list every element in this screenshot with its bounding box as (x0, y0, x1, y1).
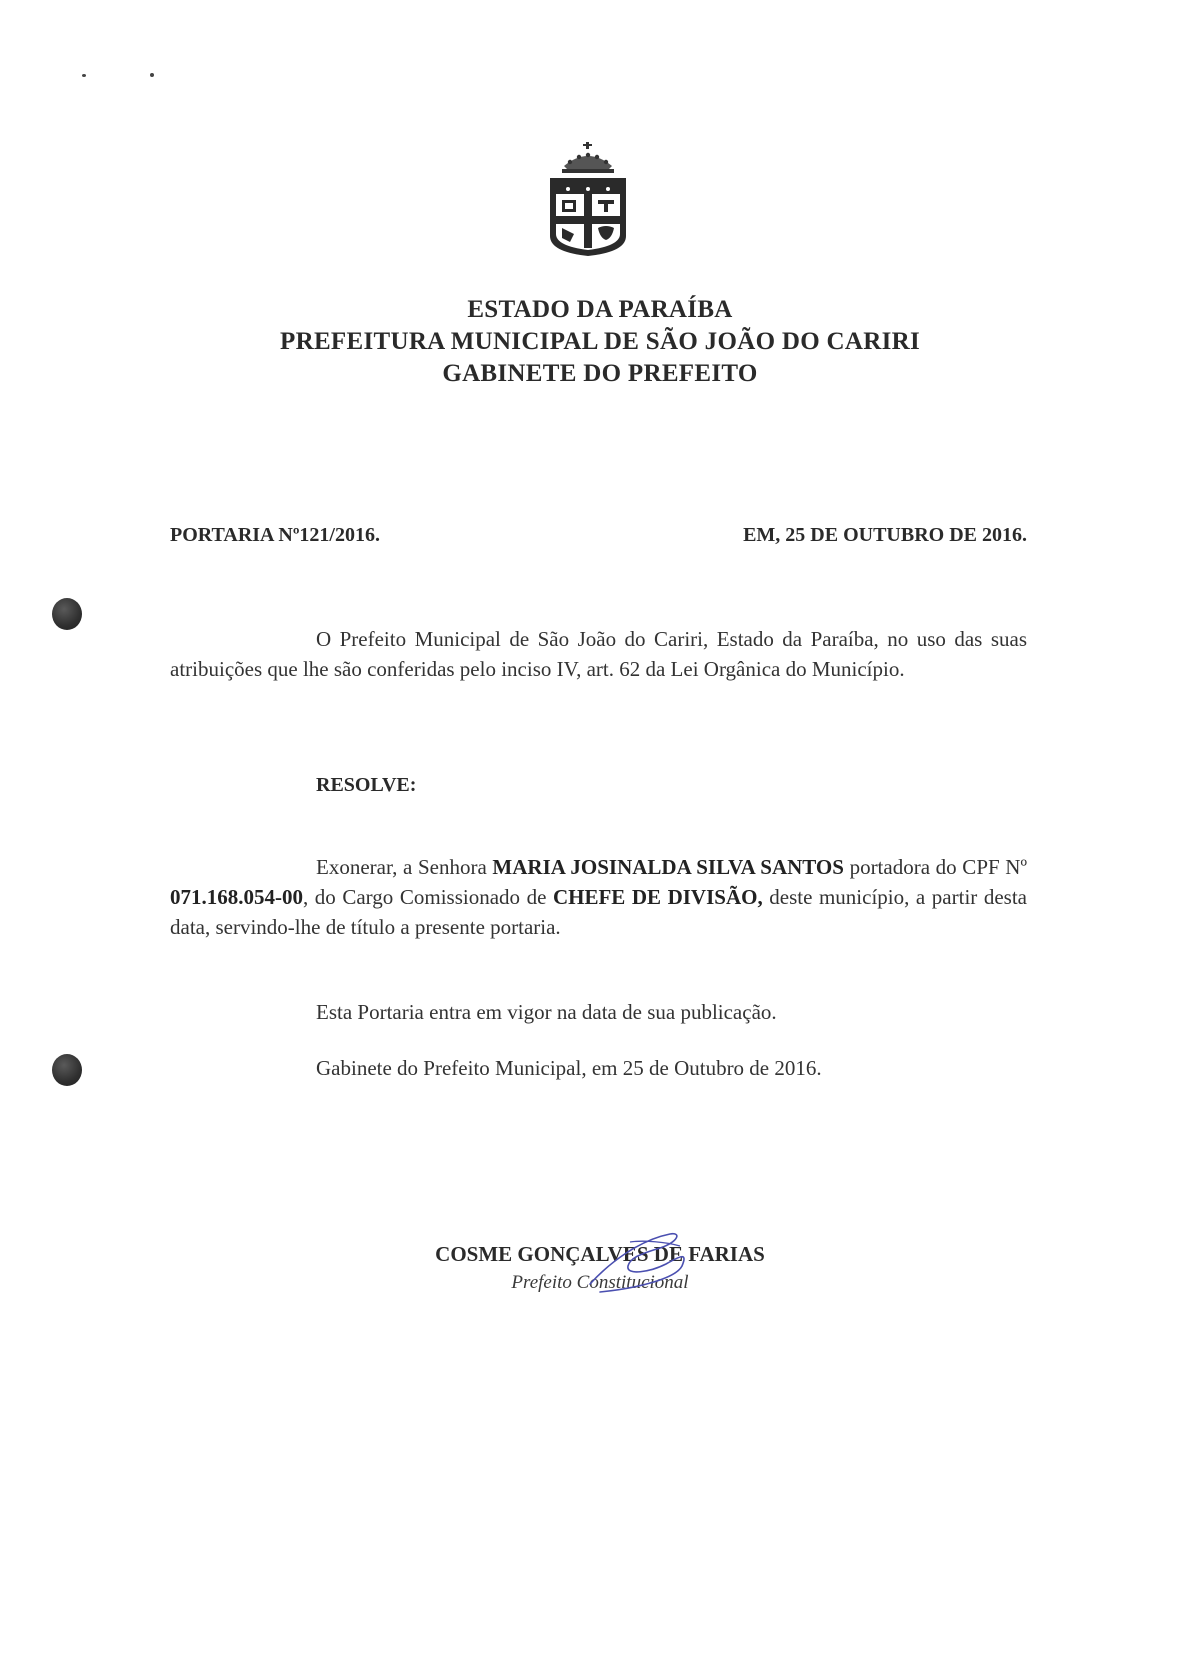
preamble-text: O Prefeito Municipal de São João do Cariri, Estado da Paraíba, no uso das suas atribuições que lhe são conferidas pelo inciso IV, art. 62 da Lei Orgânica do Município. (170, 627, 1027, 681)
punch-hole-bottom (52, 1054, 82, 1086)
portaria-date: EM, 25 DE OUTUBRO DE 2016. (743, 524, 1027, 546)
decision-paragraph (170, 852, 1027, 942)
decision-text-2: portadora do CPF Nº (843, 855, 1027, 879)
letterhead-state: ESTADO DA PARAÍBA (467, 296, 733, 323)
decision-text-4: deste município, a partir desta data, servindo-lhe de título a presente portaria. (170, 885, 1027, 939)
decision-text-3: , do Cargo Comissionado de (303, 885, 553, 909)
decision-text-1: Exonerar, a Senhora (316, 855, 493, 879)
preamble-paragraph (170, 624, 1027, 684)
letterhead-prefecture: PREFEITURA MUNICIPAL DE SÃO JOÃO DO CARIRI (280, 328, 920, 355)
handwritten-signature-icon (570, 1222, 710, 1302)
resolve-heading: RESOLVE: (316, 774, 417, 796)
portaria-number: PORTARIA Nº121/2016. (170, 524, 380, 546)
cpf-number: 071.168.054-00 (170, 885, 303, 909)
position-title: CHEFE DE DIVISÃO, (552, 885, 763, 909)
municipal-coat-of-arms-icon (542, 140, 634, 258)
letterhead-office: GABINETE DO PREFEITO (442, 360, 758, 387)
signatory-role: Prefeito Constitucional (511, 1272, 689, 1293)
effectiveness-line: Esta Portaria entra em vigor na data de sua publicação. (316, 1000, 777, 1024)
person-name: MARIA JOSINALDA SILVA SANTOS (492, 855, 844, 879)
closing-line: Gabinete do Prefeito Municipal, em 25 de Outubro de 2016. (316, 1056, 822, 1080)
punch-hole-top (52, 598, 82, 630)
scan-speck (150, 73, 154, 77)
scan-speck (82, 74, 86, 77)
signatory-name: COSME GONÇALVES DE FARIAS (435, 1242, 765, 1266)
